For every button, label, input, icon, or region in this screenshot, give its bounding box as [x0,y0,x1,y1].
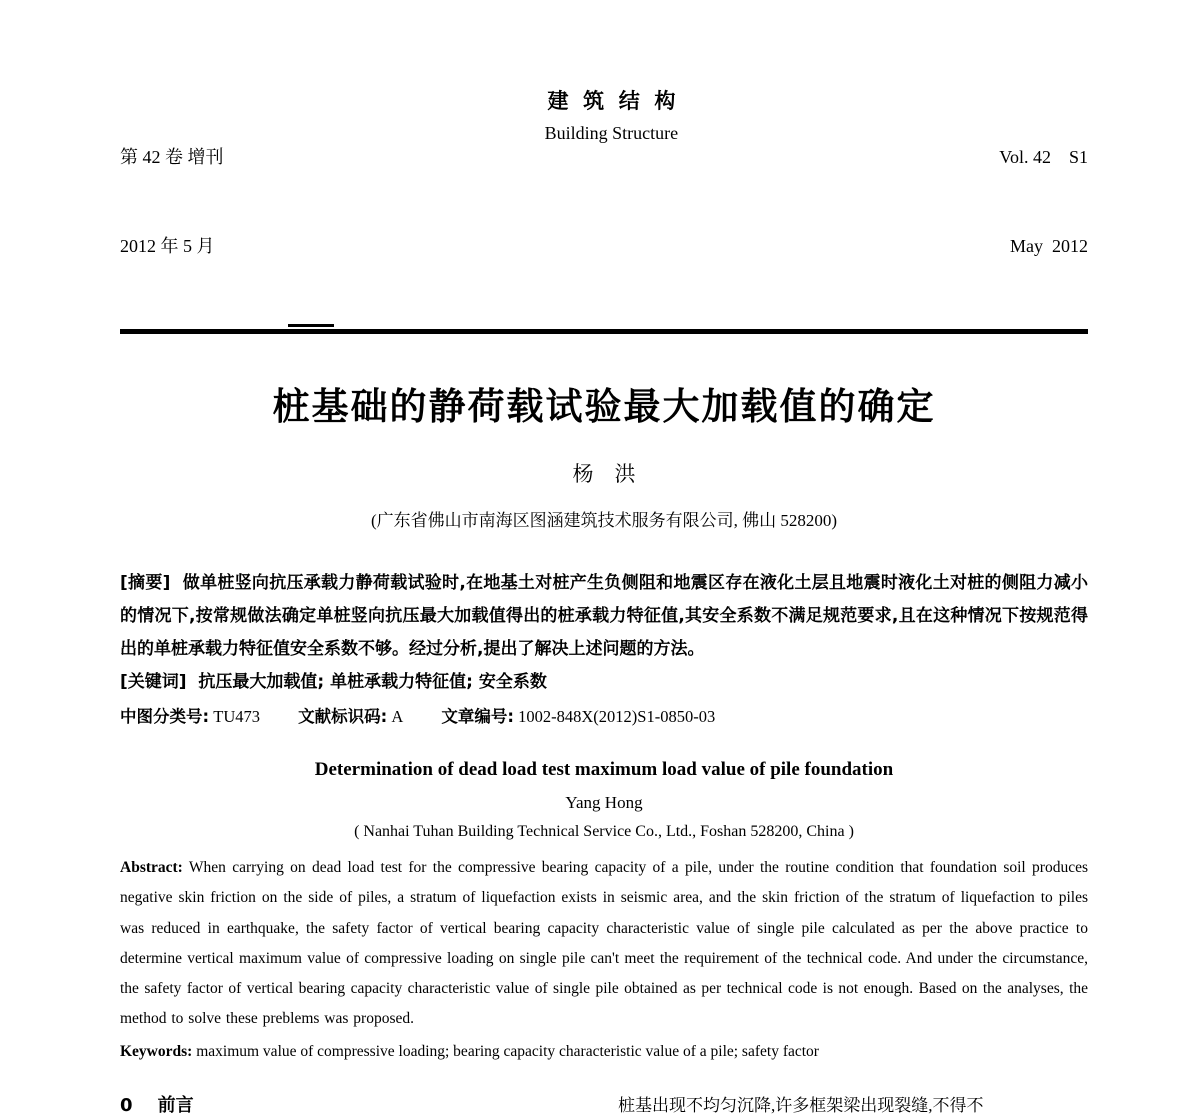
article-id-label: 文章编号: [441,707,514,727]
volume-number-en: Vol. 42 S1 [999,147,1088,168]
issue-date-cn: 2012 年 5 月 [120,236,215,257]
abstract-text-en: When carrying on dead load test for the compressive bearing capacity of a pile, under the routine condition that foundation soil produces negative skin friction on the side of piles, a stratum of liquefaction exists in seismic area, and the skin friction of the stratum of liquefaction to piles was reduced in earthquake, the safety factor of vertical bearing capacity characteristic value of single pile calculated as per the above practice to determine vertical maximum value of compressive loading on single pile can't meet the requirement of the technical code. And under the circumstance, the safety factor of vertical bearing capacity characteristic value of single pile obtained as per technical code is not enough. Based on the analyses, the method to solve these preblems was proposed. [120,859,1088,1028]
author-en: Yang Hong [565,793,643,813]
header-divider [120,329,1088,334]
keywords-cn [120,666,1088,699]
journal-header [120,84,1088,322]
clc-number [120,707,260,726]
paper-title-cn: 桩基础的静荷载试验最大加载值的确定 [272,386,936,428]
journal-vol-info [999,84,1088,322]
body-right-text: 桩基出现不均匀沉降,许多框架梁出现裂缝,不得不 [618,1095,984,1115]
journal-name-en: Building Structure [544,122,679,143]
keywords-label-cn: [关键词] [120,671,187,692]
affiliation-cn: (广东省佛山市南海区图涵建筑技术服务有限公司, 佛山 528200) [370,510,838,530]
issue-date-en: May 2012 [1009,236,1088,257]
article-body-start [120,1091,1088,1117]
volume-issue-cn: 第 42 卷 增刊 [120,147,224,168]
keywords-en [120,1037,1088,1067]
abstract-label-en: Abstract: [120,859,183,877]
author-cn: 杨 洪 [572,461,636,486]
article-id-value: 1002-848X(2012)S1-0850-03 [518,707,716,727]
affiliation-en: ( Nanhai Tuhan Building Technical Service Co., Ltd., Foshan 528200, China ) [354,823,854,841]
abstract-cn [120,567,1088,666]
article-id [441,707,715,726]
doc-code [298,707,403,726]
keywords-text-en: maximum value of compressive loading; bearing capacity characteristic value of a pile; safety factor [196,1042,819,1060]
doc-code-value: A [391,707,404,727]
paper-title-en: Determination of dead load test maximum load value of pile foundation [314,759,894,781]
classification-line [120,701,1088,733]
keywords-text-cn: 抗压最大加载值; 单桩承载力特征值; 安全系数 [198,671,547,692]
abstract-en [120,853,1088,1034]
journal-name-block [545,84,679,148]
journal-issue-info [120,84,224,322]
keywords-label-en: Keywords: [120,1042,193,1060]
body-column-left [120,1091,590,1117]
clc-value: TU473 [213,707,260,727]
journal-name-cn: 建 筑 结 构 [547,89,676,113]
scan-artifact-mark [288,324,334,327]
body-column-right [618,1091,1088,1117]
section-heading-intro: 0 前言 [120,1094,194,1116]
abstract-label-cn: [摘要] [120,572,171,593]
doc-code-label: 文献标识码: [298,707,388,727]
clc-label: 中图分类号: [120,707,210,727]
abstract-text-cn: 做单桩竖向抗压承载力静荷载试验时,在地基土对桩产生负侧阻和地震区存在液化土层且地震时液化土对桩的侧阻力减小的情况下,按常规做法确定单桩竖向抗压最大加载值得出的桩承载力特征值,其安全系数不满足规范要求,且在这种情况下按规范得出的单桩承载力特征值安全系数不够。经过分析,提出了解决上述问题的方法。 [120,572,1088,659]
